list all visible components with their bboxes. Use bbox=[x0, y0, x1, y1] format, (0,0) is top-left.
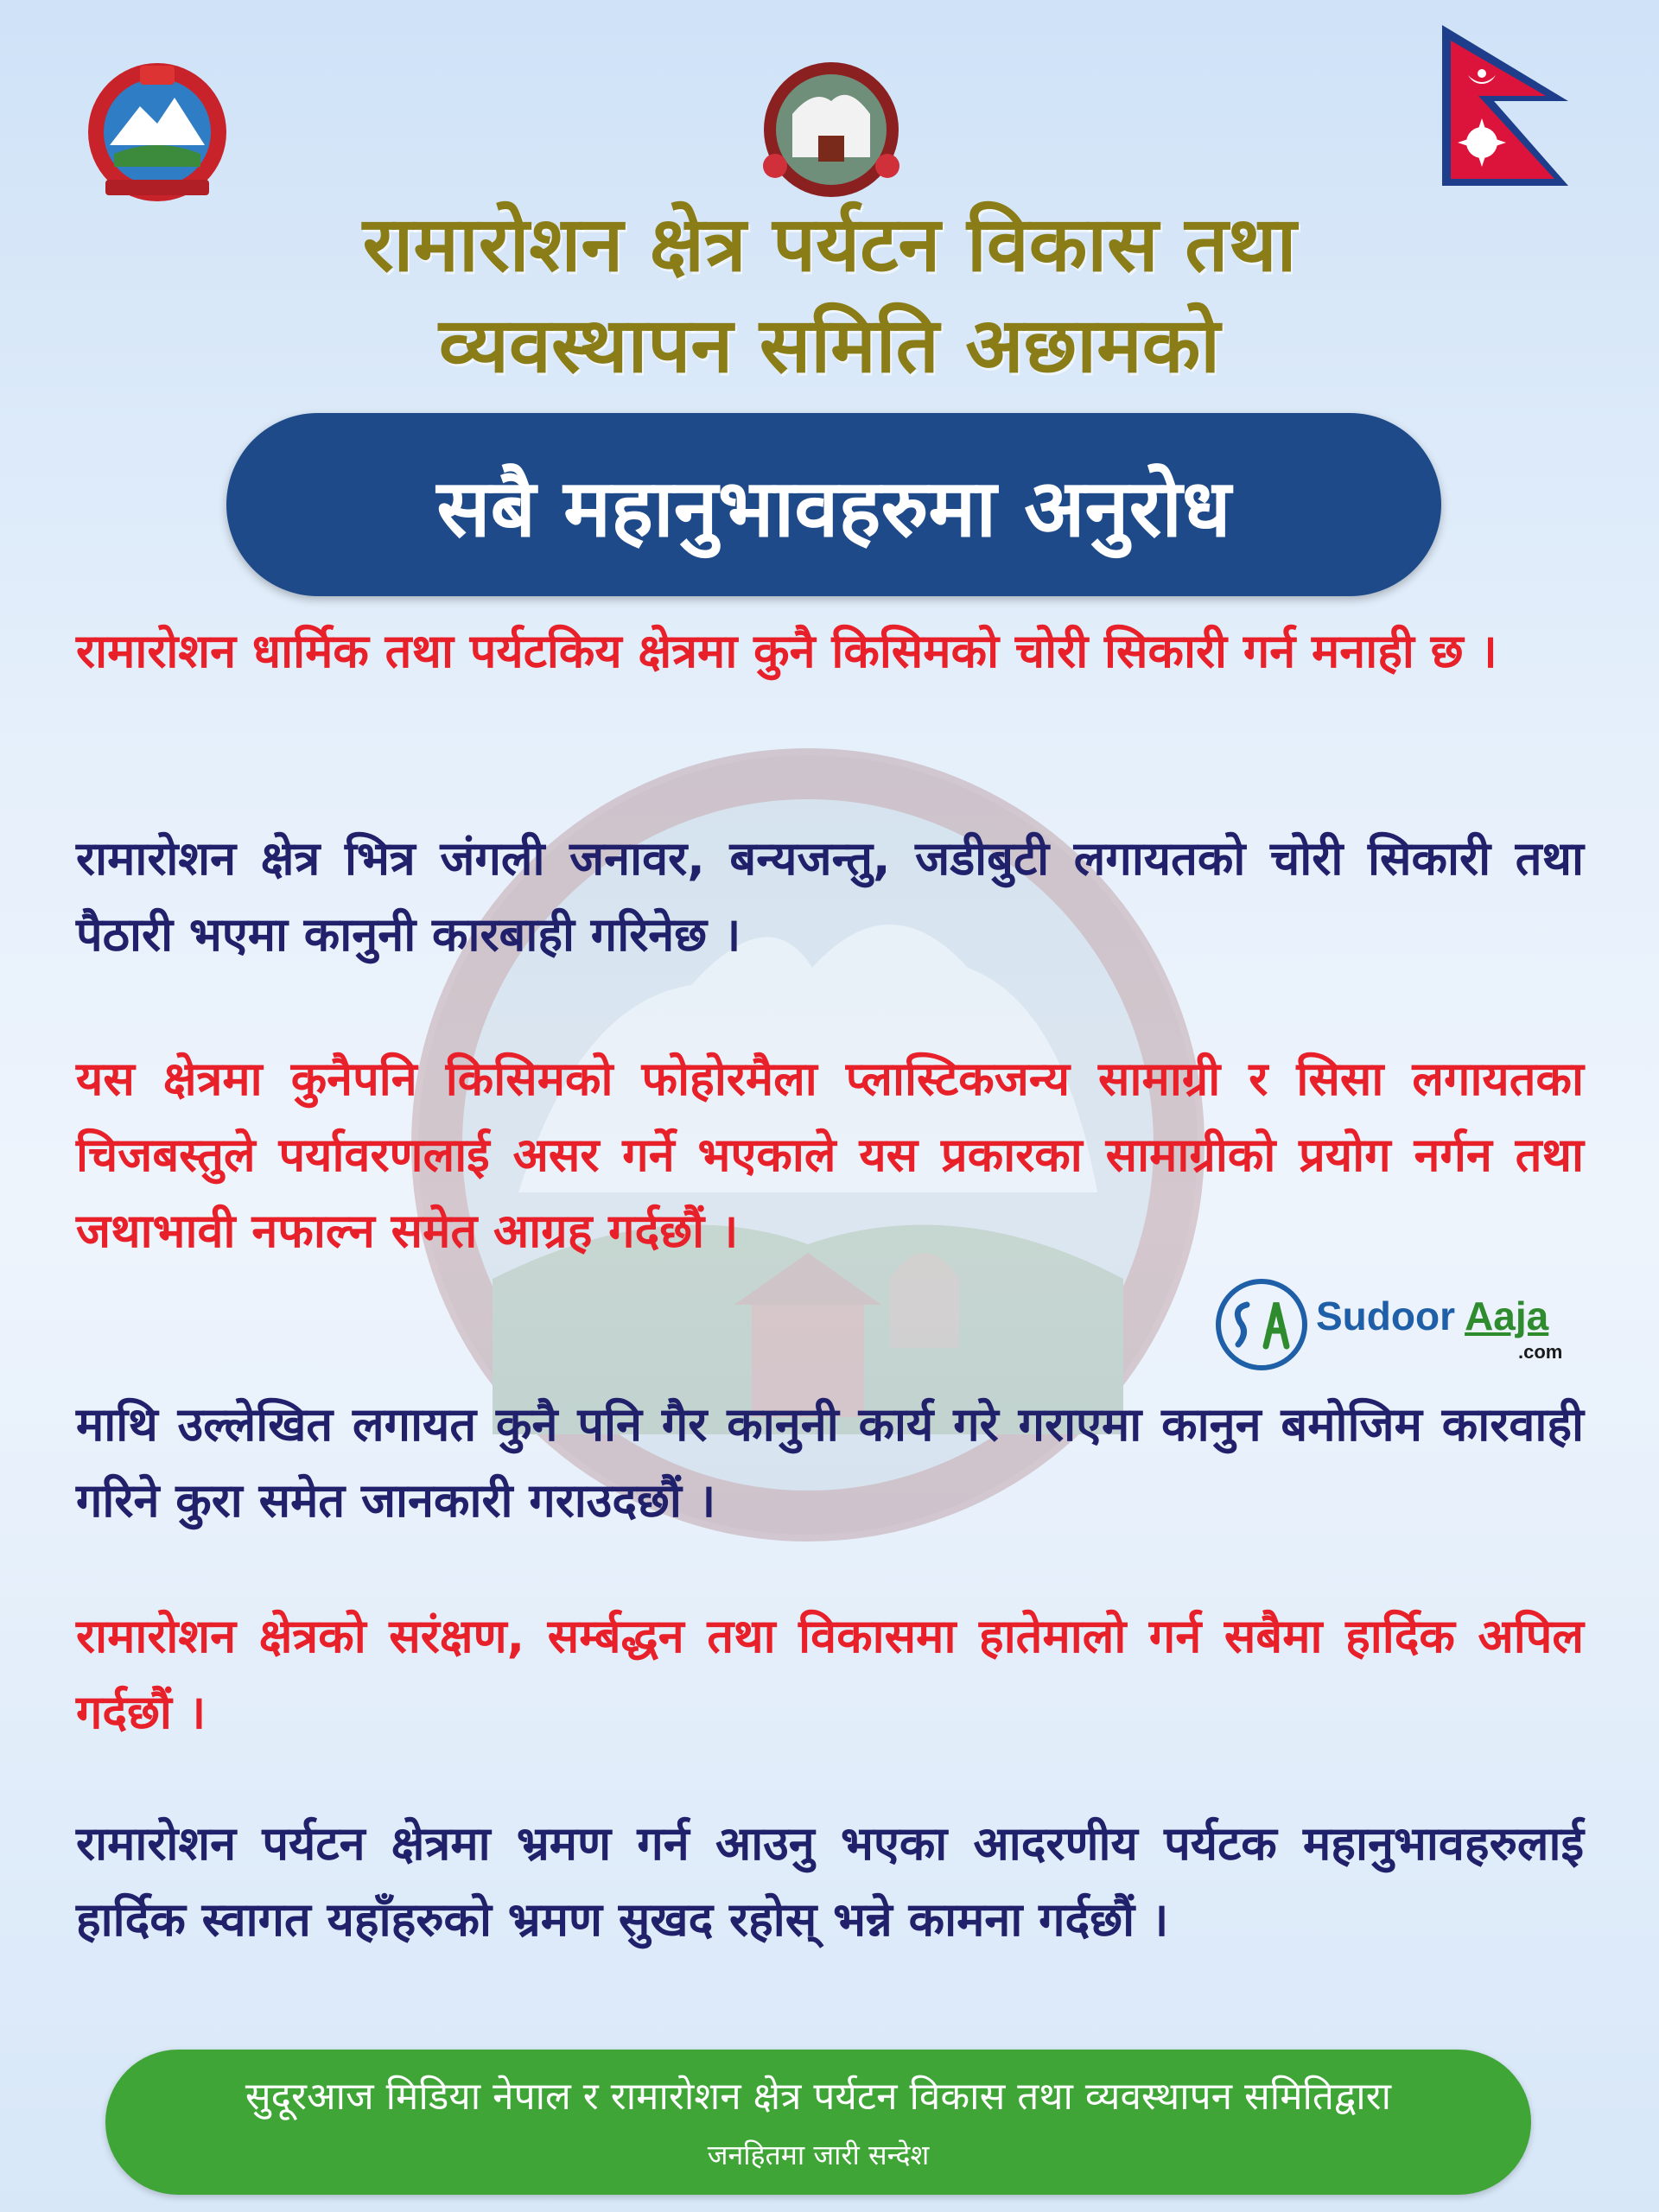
brand-name: Sudoor Aaja bbox=[1316, 1294, 1549, 1338]
request-banner bbox=[226, 413, 1441, 596]
nepal-government-emblem bbox=[79, 59, 235, 206]
page-title-line-1: रामारोशन क्षेत्र पर्यटन विकास तथा bbox=[362, 200, 1297, 289]
notice-paragraph-2: रामारोशन क्षेत्र भित्र जंगली जनावर, बन्यजन्तु, जडीबुटी लगायतको चोरी सिकारी तथा पैठारी भएमा कानुनी कारबाही गरिनेछ । bbox=[76, 831, 1584, 962]
sudoor-aaja-brand bbox=[1214, 1277, 1586, 1372]
notice-paragraph-6: रामारोशन पर्यटन क्षेत्रमा भ्रमण गर्न आउनु भएका आदरणीय पर्यटक महानुभावहरुलाई हार्दिक स्वागत यहाँहरुको भ्रमण सुखद रहोस् भन्ने कामना गर्दछौं । bbox=[76, 1816, 1584, 1947]
nepal-flag bbox=[1439, 22, 1577, 190]
notice-paragraph-1: रामारोशन धार्मिक तथा पर्यटकिय क्षेत्रमा कुनै किसिमको चोरी सिकारी गर्न मनाही छ । bbox=[76, 624, 1497, 678]
footer-banner bbox=[105, 2050, 1531, 2195]
footer-subtitle: जनहितमा जारी सन्देश bbox=[707, 2139, 930, 2171]
sudoor-aaja-logo-icon bbox=[1214, 1277, 1309, 1372]
page-title-line-2: व्यवस्थापन समिति अछामको bbox=[438, 301, 1221, 390]
brand-domain: .com bbox=[1518, 1341, 1563, 1363]
notice-paragraph-4: माथि उल्लेखित लगायत कुनै पनि गैर कानुनी कार्य गरे गराएमा कानुन बमोजिम कारवाही गरिने कुरा समेत जानकारी गराउदछौं । bbox=[76, 1397, 1584, 1528]
footer-issuer: सुदूरआज मिडिया नेपाल र रामारोशन क्षेत्र पर्यटन विकास तथा व्यवस्थापन समितिद्वारा bbox=[245, 2075, 1392, 2119]
notice-paragraph-5: रामारोशन क्षेत्रको सरंक्षण, सर्म्बद्धन तथा विकासमा हातेमालो गर्न सबैमा हार्दिक अपिल गर्दछौं । bbox=[76, 1609, 1584, 1739]
notice-paragraph-3: यस क्षेत्रमा कुनैपनि किसिमको फोहोरमैला प्लास्टिकजन्य सामाग्री र सिसा लगायतका चिजबस्तुले पर्यावरणलाई असर गर्ने भएकाले यस प्रकारका सामाग्रीको प्रयोग नर्गन तथा जथाभावी नफाल्न समेत आग्रह गर्दछौं । bbox=[76, 1052, 1584, 1258]
request-heading: सबै महानुभावहरुमा अनुरोध bbox=[436, 461, 1231, 555]
ramaroshan-committee-logo bbox=[745, 54, 918, 200]
